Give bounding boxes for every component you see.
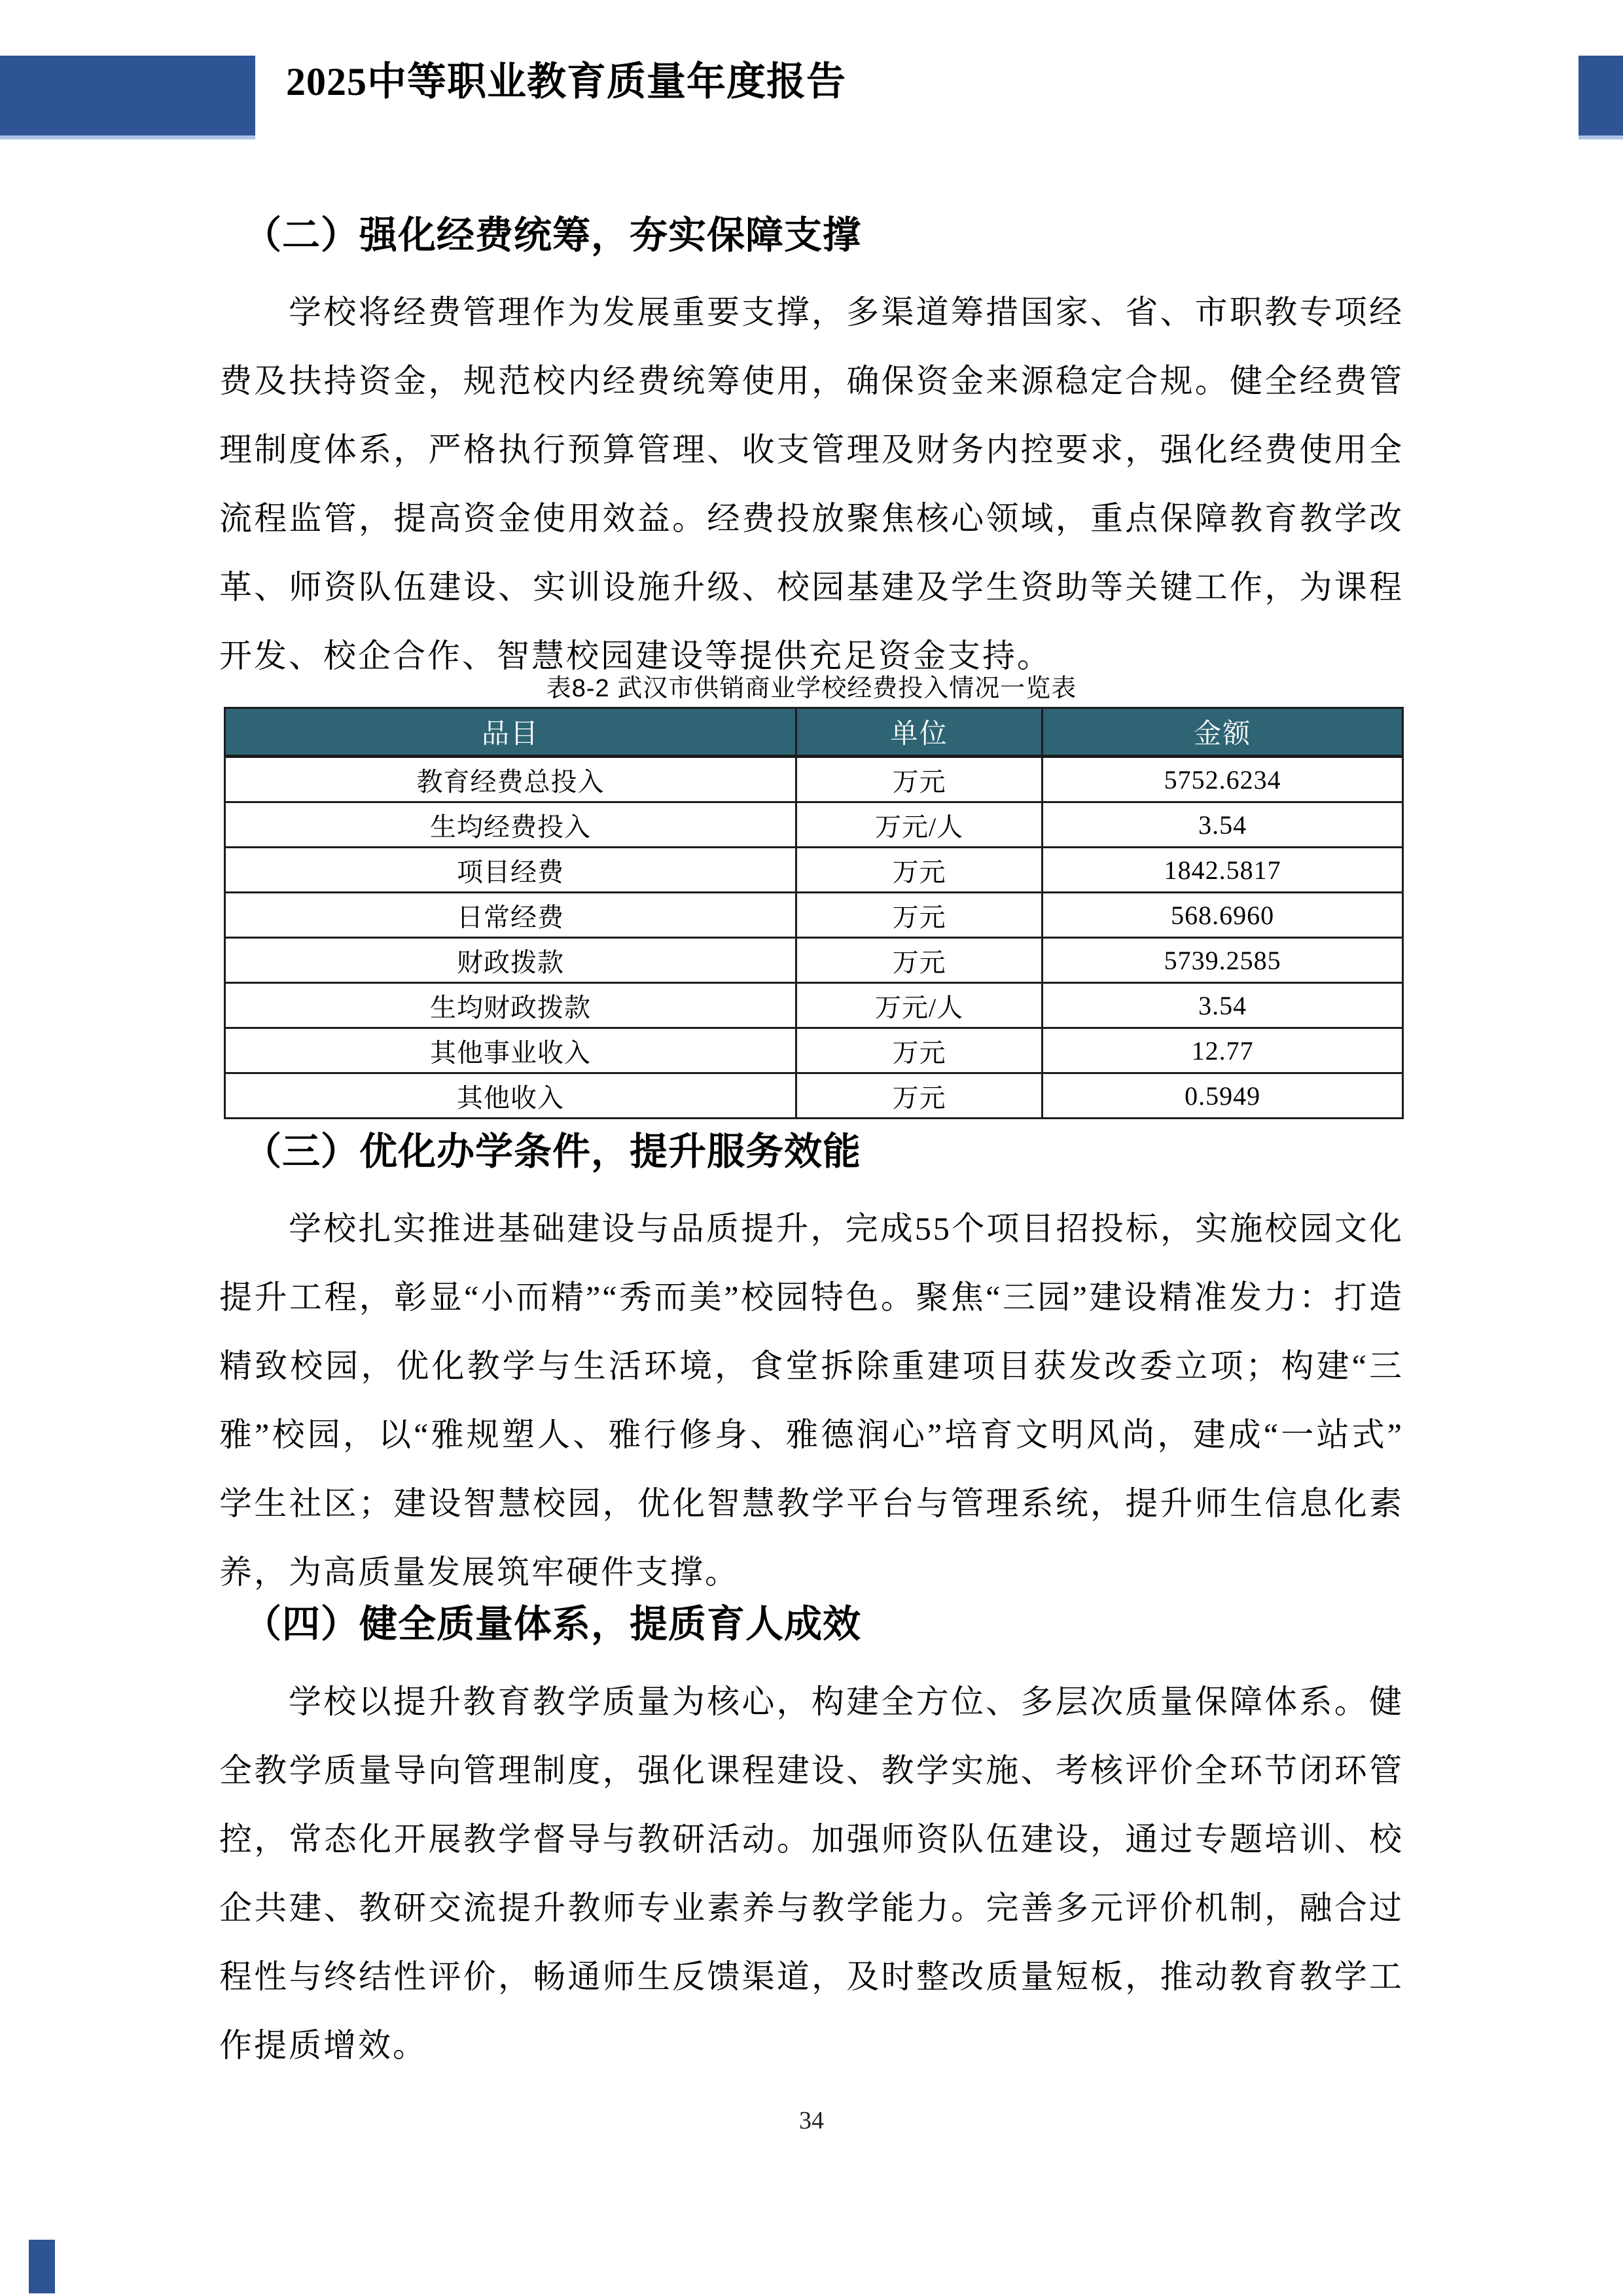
table-row: [225, 938, 1403, 983]
section-paragraph-quality: 学校以提升教育教学质量为核心，构建全方位、多层次质量保障体系。健全教学质量导向管理制度，强化课程建设、教学实施、考核评价全环节闭环管控，常态化开展教学督导与教研活动。加强师资队伍建设，通过专题培训、校企共建、教研交流提升教师专业素养与教学能力。完善多元评价机制，融合过程性与终结性评价，畅通师生反馈渠道，及时整改质量短板，推动教育教学工作提质增效。: [219, 1683, 1404, 2064]
table-row: [225, 983, 1403, 1028]
cell-item: 其他事业收入: [225, 1028, 796, 1073]
cell-item: 财政拨款: [225, 938, 796, 983]
cell-item: 项目经费: [225, 848, 796, 893]
table-row: [225, 757, 1403, 802]
cell-unit: 万元/人: [796, 983, 1043, 1028]
table-row: [225, 1028, 1403, 1073]
cell-amount: 5739.2585: [1043, 938, 1403, 983]
cell-item: 其他收入: [225, 1073, 796, 1119]
cell-amount: 3.54: [1043, 802, 1403, 848]
section-heading-quality: （四）健全质量体系，提质育人成效: [243, 1603, 862, 1645]
table-header-row: [225, 708, 1403, 757]
funding-table: [224, 707, 1404, 1119]
col-header-amount: 金额: [1043, 708, 1403, 757]
table-row: [225, 848, 1403, 893]
cell-amount: 0.5949: [1043, 1073, 1403, 1119]
header-accent-bar-left: [0, 56, 255, 139]
cell-amount: 5752.6234: [1043, 757, 1403, 802]
report-header-title: 2025中等职业教育质量年度报告: [286, 60, 846, 103]
cell-amount: 12.77: [1043, 1028, 1403, 1073]
table-caption: 表8-2 武汉市供销商业学校经费投入情况一览表: [546, 675, 1077, 702]
cell-unit: 万元: [796, 1073, 1043, 1119]
page-number: 34: [799, 2107, 824, 2134]
section-paragraph-funding: 学校将经费管理作为发展重要支撑，多渠道筹措国家、省、市职教专项经费及扶持资金，规范校内经费统筹使用，确保资金来源稳定合规。健全经费管理制度体系，严格执行预算管理、收支管理及财务内控要求，强化经费使用全流程监管，提高资金使用效益。经费投放聚焦核心领域，重点保障教育教学改革、师资队伍建设、实训设施升级、校园基建及学生资助等关键工作，为课程开发、校企合作、智慧校园建设等提供充足资金支持。: [219, 294, 1404, 674]
col-header-item: 品目: [225, 708, 796, 757]
cell-unit: 万元: [796, 848, 1043, 893]
table-row: [225, 893, 1403, 938]
cell-item: 日常经费: [225, 893, 796, 938]
cell-unit: 万元: [796, 893, 1043, 938]
table-row: [225, 1073, 1403, 1119]
cell-amount: 1842.5817: [1043, 848, 1403, 893]
section-heading-conditions: （三）优化办学条件，提升服务效能: [243, 1130, 862, 1173]
cell-unit: 万元: [796, 757, 1043, 802]
table-row: [225, 802, 1403, 848]
col-header-unit: 单位: [796, 708, 1043, 757]
cell-amount: 3.54: [1043, 983, 1403, 1028]
cell-item: 教育经费总投入: [225, 757, 796, 802]
cell-item: 生均财政拨款: [225, 983, 796, 1028]
cell-unit: 万元: [796, 1028, 1043, 1073]
footer-accent-bar: [29, 2240, 55, 2293]
section-paragraph-conditions: 学校扎实推进基础建设与品质提升，完成55个项目招投标，实施校园文化提升工程，彰显“小而精”“秀而美”校园特色。聚焦“三园”建设精准发力：打造精致校园，优化教学与生活环境，食堂拆除重建项目获发改委立项；构建“三雅”校园，以“雅规塑人、雅行修身、雅德润心”培育文明风尚，建成“一站式”学生社区；建设智慧校园，优化智慧教学平台与管理系统，提升师生信息化素养，为高质量发展筑牢硬件支撑。: [219, 1210, 1404, 1590]
header-accent-bar-right: [1578, 56, 1623, 139]
section-heading-funding: （二）强化经费统筹，夯实保障支撑: [243, 214, 862, 257]
cell-item: 生均经费投入: [225, 802, 796, 848]
cell-unit: 万元: [796, 938, 1043, 983]
cell-amount: 568.6960: [1043, 893, 1403, 938]
cell-unit: 万元/人: [796, 802, 1043, 848]
